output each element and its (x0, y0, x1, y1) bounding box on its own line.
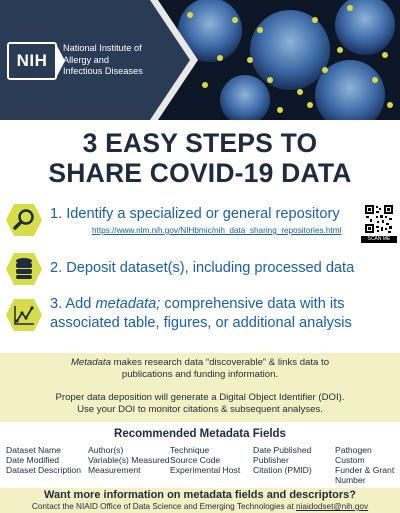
doi-explanation: Proper data deposition will generate a Digital Object Identifier (DOI). Use your DOI to monitor citations & subsequent analyses. (55, 392, 345, 415)
institute-name: National Institute of Allergy and Infectious Diseases (63, 43, 143, 76)
header-banner (0, 0, 400, 120)
field-list-column: Technique Source Code Experimental Host (170, 445, 241, 475)
qr-code-icon[interactable] (364, 204, 394, 234)
field-list-column: Date Published Publisher Citation (PMID) (253, 445, 312, 475)
field-list-column: Author(s) Variable(s) Measured Measurement (88, 445, 170, 475)
line-chart-icon (5, 298, 43, 332)
field-list-column: Dataset Name Date Modified Dataset Description (6, 445, 81, 475)
repository-link[interactable]: https://www.nlm.nih.gov/NIHbmic/nih_data_sharing_repositories.html (92, 226, 342, 235)
magnifier-icon (5, 203, 43, 237)
footer-question: Want more information on metadata fields and descriptors? (44, 489, 356, 501)
recommended-fields-title: Recommended Metadata Fields (114, 428, 286, 440)
page-title: 3 EASY STEPS TO SHARE COVID-19 DATA (48, 128, 352, 188)
footer-contact: Contact the NIAID Office of Data Science and Emerging Technologies at niaidodset@nih.gov (31, 502, 369, 511)
step-3-text: 3. Add metadata; comprehensive data with its associated table, figures, or additional analysis (50, 296, 352, 331)
metadata-explanation: Metadata makes research data “discoverable” & links data to publications and funding information. (70, 357, 330, 380)
step-2-text: 2. Deposit dataset(s), including processed data (50, 260, 355, 276)
database-icon (5, 252, 43, 286)
nih-logo: NIH (7, 42, 57, 80)
step-1-text: 1. Identify a specialized or general repository (50, 206, 340, 222)
scan-me-label: SCAN ME (361, 236, 397, 243)
contact-email-link[interactable]: niaidodset@nih.gov (296, 502, 369, 511)
field-list-column: Pathogen Custom Funder & Grant Number (335, 445, 395, 485)
